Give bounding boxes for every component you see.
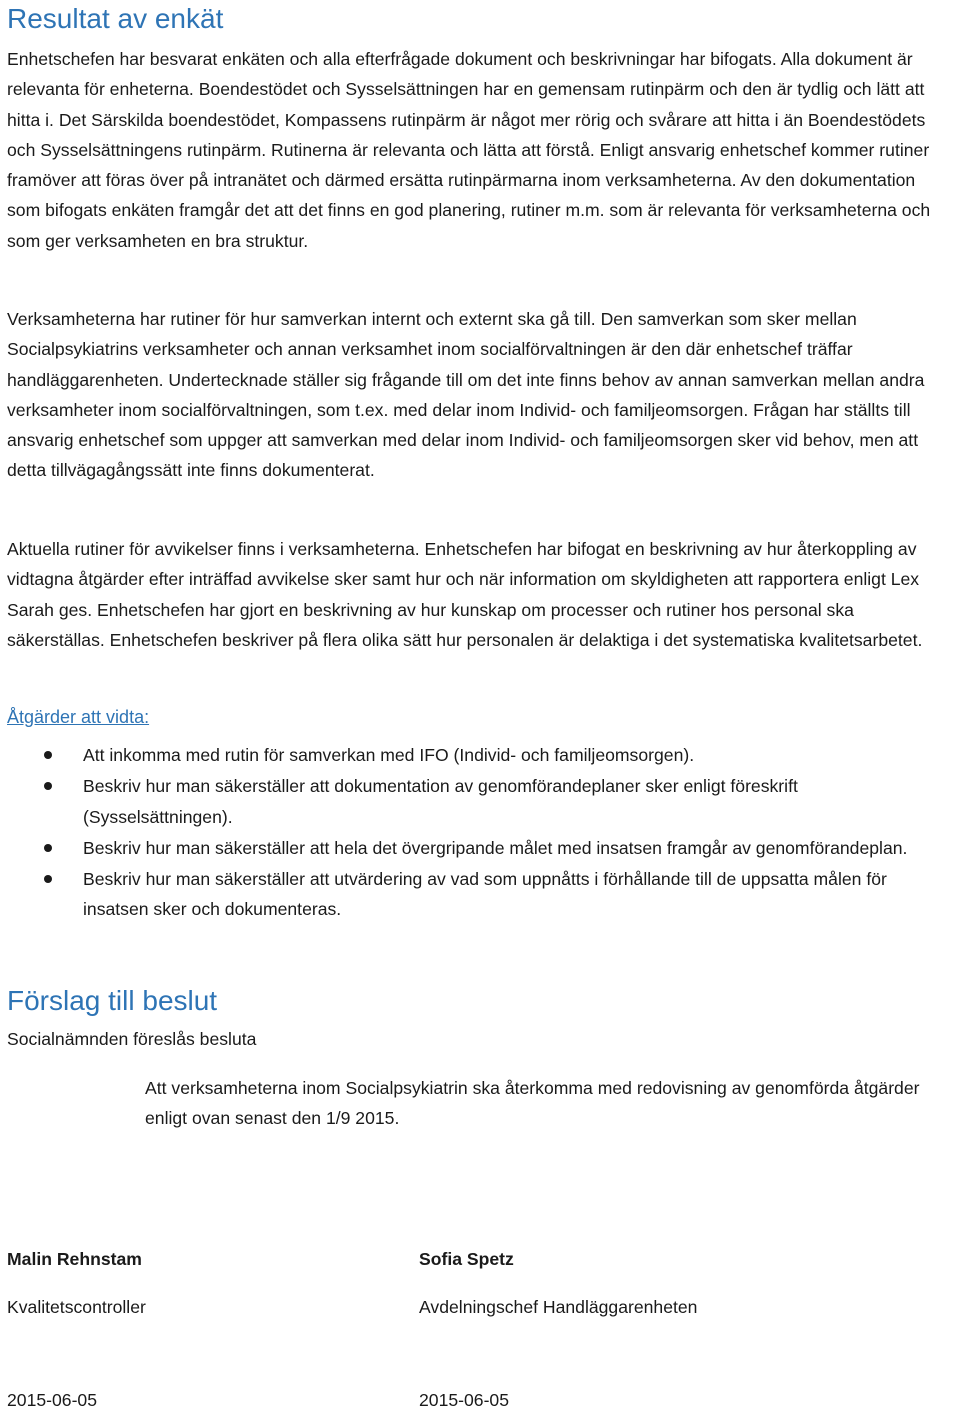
action-text: Beskriv hur man säkerställer att dokumentation av genomförandeplaner sker enligt föreskrift (Sysselsättningen). — [83, 776, 798, 827]
action-text: Beskriv hur man säkerställer att hela det övergripande målet med insatsen framgår av genomförandeplan. — [83, 837, 908, 858]
proposal-heading: Förslag till beslut — [7, 985, 218, 1016]
signature-name-1: Malin Rehnstam — [7, 1249, 142, 1269]
action-text: Att inkomma med rutin för samverkan med IFO (Individ- och familjeomsorgen). — [83, 745, 695, 765]
bullet-icon — [44, 782, 52, 790]
signature-date-1: 2015-06-05 — [7, 1390, 97, 1410]
bullet-icon — [44, 844, 52, 852]
result-paragraph-2: Verksamheterna har rutiner för hur samverkan internt och externt ska gå till. Den samverkan som sker mellan Socialpsykiatrins verksamheter och annan verksamhet inom socialförvaltningen är den där enhetschef träffar handläggarenheten. Undertecknade ställer sig frågande till om det inte finns behov av annan samverkan mellan andra verksamheter inom socialförvaltningen, som t.ex. med delar inom Individ- och familjeomsorgen. Frågan har ställts till ansvarig enhetschef som uppger att samverkan med delar inom Individ- och familjeomsorgen sker vid behov, men att detta tillvägagångssätt inte finns dokumenterat. — [7, 309, 925, 481]
bullet-icon — [44, 875, 52, 883]
proposal-text: Att verksamheterna inom Socialpsykiatrin ska återkomma med redovisning av genomförda åtgärder enligt ovan senast den 1/9 2015. — [145, 1078, 920, 1129]
signature-date-2: 2015-06-05 — [419, 1390, 509, 1410]
action-item-3 — [0, 833, 943, 863]
proposal-intro: Socialnämnden föreslås besluta — [7, 1029, 257, 1049]
action-item-4 — [0, 864, 943, 925]
actions-list — [0, 740, 960, 925]
actions-heading: Åtgärder att vidta: — [7, 707, 150, 727]
action-text: Beskriv hur man säkerställer att utvärdering av vad som uppnåtts i förhållande till de uppsatta målen för insatsen sker och dokumenteras. — [83, 869, 887, 920]
result-heading: Resultat av enkät — [7, 3, 224, 34]
action-item-1 — [0, 740, 943, 770]
signature-name-2: Sofia Spetz — [419, 1249, 514, 1269]
result-paragraph-3: Aktuella rutiner för avvikelser finns i verksamheterna. Enhetschefen har bifogat en beskrivning av hur återkoppling av vidtagna åtgärder efter inträffad avvikelse sker samt hur och när information om skyldigheten att rapportera enligt Lex Sarah ges. Enhetschefen har gjort en beskrivning av hur kunskap om processer och rutiner hos personal ska säkerställas. Enhetschefen beskriver på flera olika sätt hur personalen är delaktiga i det systematiska kvalitetsarbetet. — [7, 539, 923, 650]
signature-title-2: Avdelningschef Handläggarenheten — [419, 1297, 698, 1317]
signature-title-1: Kvalitetscontroller — [7, 1297, 146, 1317]
action-item-2 — [0, 771, 943, 832]
bullet-icon — [44, 751, 52, 759]
result-paragraph-1: Enhetschefen har besvarat enkäten och alla efterfrågade dokument och beskrivningar har bifogats. Alla dokument är relevanta för enheterna. Boendestödet och Sysselsättningen har en gemensam rutinpärm och den är tydlig och lätt att hitta i. Det Särskilda boendestödet, Kompassens rutinpärm är något mer rörig och svårare att hitta i än Boendestödets och Sysselsättningens rutinpärm. Rutinerna är relevanta och lätta att förstå. Enligt ansvarig enhetschef kommer rutiner framöver att föras över på intranätet och därmed ersätta rutinpärmarna inom verksamheterna. Av den dokumentation som bifogats enkäten framgår det att det finns en god planering, rutiner m.m. som är relevanta för verksamheterna och som ger verksamheten en bra struktur. — [7, 49, 931, 251]
